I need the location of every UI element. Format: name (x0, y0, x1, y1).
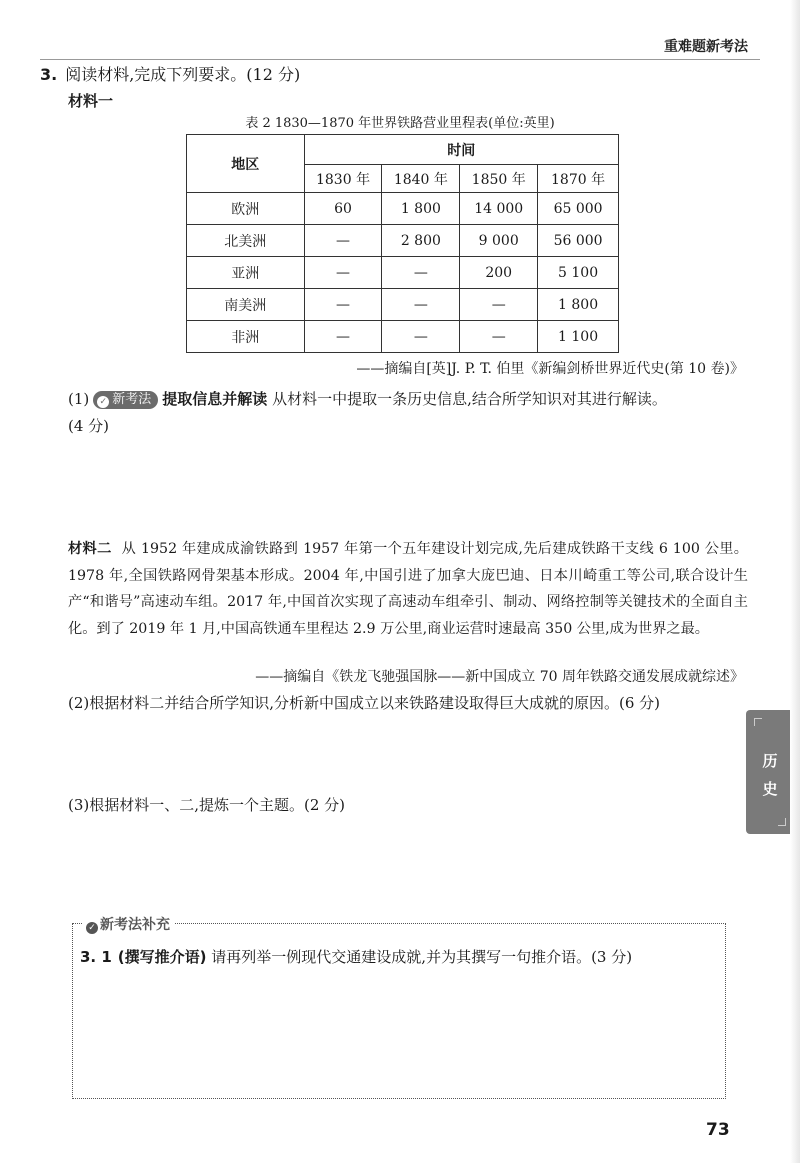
sub-question-2: (2)根据材料二并结合所学知识,分析新中国成立以来铁路建设取得巨大成就的原因。(6 分) (68, 694, 661, 712)
new-method-tag-label: 新考法 (112, 392, 152, 407)
value-cell: — (304, 289, 382, 321)
value-cell: 1 100 (538, 321, 619, 353)
value-cell: — (382, 257, 460, 289)
value-cell: 9 000 (460, 225, 538, 257)
header-divider (40, 59, 760, 60)
table-row (187, 321, 619, 353)
value-cell: 65 000 (538, 193, 619, 225)
lightbulb-icon: ✓ (86, 922, 98, 934)
sub1-score: (4 分) (68, 417, 110, 435)
page-edge-shadow (790, 0, 800, 1163)
value-cell: — (382, 321, 460, 353)
supplement-text: 请再列举一例现代交通建设成就,并为其撰写一句推介语。(3 分) (211, 948, 633, 966)
sub1-skill: 提取信息并解读 (162, 390, 268, 408)
material2-block (68, 536, 748, 642)
table-row (187, 257, 619, 289)
value-cell: 5 100 (538, 257, 619, 289)
corner-mark (778, 818, 786, 826)
value-cell: — (304, 225, 382, 257)
region-cell: 非洲 (187, 321, 305, 353)
time-header: 时间 (304, 135, 618, 165)
year-header: 1850 年 (460, 165, 538, 193)
value-cell: — (460, 321, 538, 353)
year-header: 1840 年 (382, 165, 460, 193)
page-number: 73 (706, 1120, 730, 1140)
new-method-tag (93, 391, 158, 409)
region-cell: 北美洲 (187, 225, 305, 257)
question-number: 3. (40, 65, 58, 84)
material2-label: 材料二 (68, 541, 112, 557)
material1-label: 材料一 (68, 92, 114, 110)
corner-mark (754, 718, 762, 726)
region-header: 地区 (187, 135, 305, 193)
region-cell: 南美洲 (187, 289, 305, 321)
question-text: 阅读材料,完成下列要求。(12 分) (65, 65, 301, 84)
lightbulb-icon: ✓ (97, 396, 109, 408)
material2-text: 从 1952 年建成成渝铁路到 1957 年第一个五年建设计划完成,先后建成铁路干支线 6 100 公里。1978 年,全国铁路网骨架基本形成。2004 年,中国引进了加拿大庞巴迪、日本川崎重工等公司,联合设计生产“和谐号”高速动车组。2017 年,中国首次实现了高速动车组牵引、制动、网络控制等关键技术的全面自主化。到了 2019 年 1 月,中国高铁通车里程达 2.9 万公里,商业运营时速最高 350 公里,成为世界之最。 (68, 541, 748, 637)
value-cell: 60 (304, 193, 382, 225)
value-cell: 1 800 (538, 289, 619, 321)
supplement-question (80, 946, 632, 967)
material1-source: ——摘编自[英]J. P. T. 伯里《新编剑桥世界近代史(第 10 卷)》 (356, 361, 744, 377)
sub-question-1 (68, 386, 758, 440)
value-cell: 1 800 (382, 193, 460, 225)
value-cell: 2 800 (382, 225, 460, 257)
railway-mileage-table (186, 134, 619, 353)
side-tab-char-2: 史 (762, 780, 778, 798)
region-cell: 亚洲 (187, 257, 305, 289)
table-row (187, 225, 619, 257)
sub1-number: (1) (68, 390, 90, 408)
subject-side-tab (746, 710, 794, 834)
question-prompt (40, 62, 300, 85)
value-cell: — (382, 289, 460, 321)
sub-question-3: (3)根据材料一、二,提炼一个主题。(2 分) (68, 796, 346, 814)
supplement-number: 3. 1 (80, 948, 112, 966)
table-row (187, 289, 619, 321)
value-cell: 200 (460, 257, 538, 289)
value-cell: 56 000 (538, 225, 619, 257)
year-header: 1870 年 (538, 165, 619, 193)
value-cell: — (460, 289, 538, 321)
region-cell: 欧洲 (187, 193, 305, 225)
section-title: 重难题新考法 (664, 39, 748, 55)
supplement-skill: (撰写推介语) (117, 948, 207, 966)
value-cell: 14 000 (460, 193, 538, 225)
year-header: 1830 年 (304, 165, 382, 193)
table-caption: 表 2 1830—1870 年世界铁路营业里程表(单位:英里) (245, 116, 555, 131)
supplement-tag-label: 新考法补充 (100, 917, 170, 933)
material2-source: ——摘编自《铁龙飞驰强国脉——新中国成立 70 周年铁路交通发展成就综述》 (255, 669, 744, 685)
sub1-text: 从材料一中提取一条历史信息,结合所学知识对其进行解读。 (272, 390, 667, 408)
supplement-tag (82, 914, 174, 934)
value-cell: — (304, 257, 382, 289)
value-cell: — (304, 321, 382, 353)
side-tab-char-1: 历 (762, 752, 778, 770)
table-row (187, 193, 619, 225)
